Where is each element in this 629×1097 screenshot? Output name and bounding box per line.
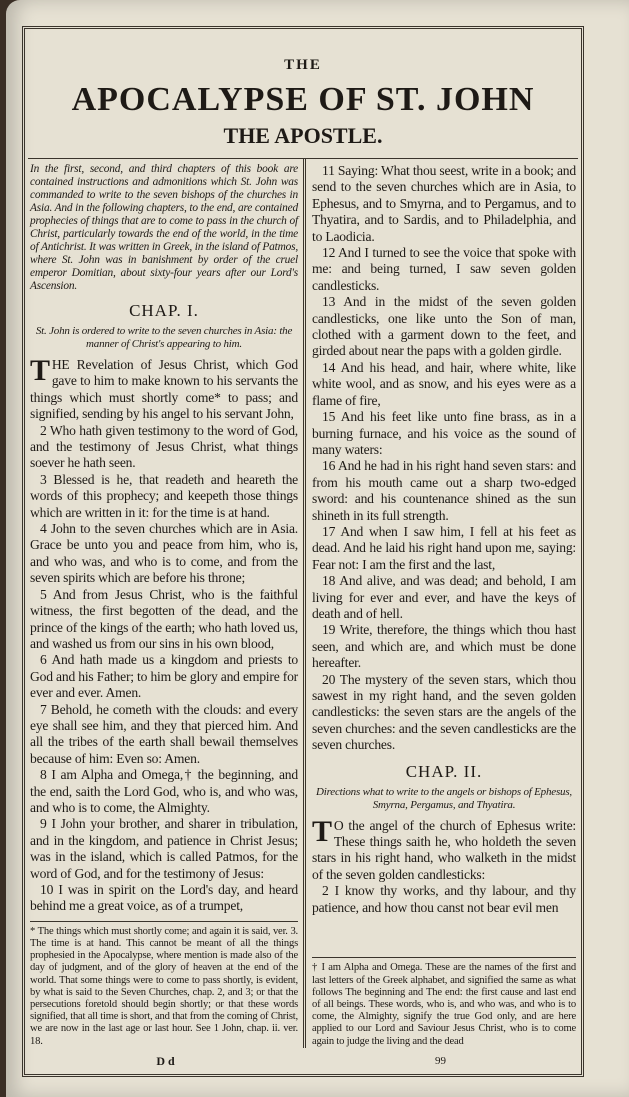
title-the: THE: [284, 57, 322, 73]
drop-cap: T: [30, 354, 50, 387]
verse: 18 And alive, and was dead; and behold, I am living for ever and ever, and have the keys of death and of hell.: [312, 573, 576, 621]
verse: 15 And his feet like unto fine brass, as in a burning furnace, and his voice as the sound of many waters:: [312, 409, 576, 457]
verse: 12 And I turned to see the voice that spoke with me: and being turned, I saw seven golden candlesticks.: [312, 245, 576, 293]
right-column: [303, 159, 578, 1048]
verse: 14 And his head, and hair, where white, like white wool, and as snow, and his eyes were as a flame of fire,: [312, 359, 576, 408]
verse: 19 Write, therefore, the things which thou hast seen, and which are, and which must be done hereafter.: [312, 622, 576, 671]
verse: 3 Blessed is he, that readeth and heareth the words of this prophecy; and keepeth those things which are written in it: for the time is at hand.: [30, 471, 298, 520]
page-subtitle: THE APOSTLE.: [223, 123, 383, 148]
verse: 5 And from Jesus Christ, who is the faithful witness, the first begotten of the dead, and the prince of the kings of the earth; who hath loved us, and washed us from our sins in his own blood,: [30, 586, 298, 651]
verse: 13 And in the midst of the seven golden candlesticks, one like unto the Son of man, clothed with a garment down to the feet, and girded about near the paps with a golden girdle.: [312, 294, 576, 359]
book-introduction: In the first, second, and third chapters of this book are contained instructions and admonitions which St. John was commanded to write to the seven bishops of the churches in Asia. And in the following chapters, to the end, are contained prophecies of things that are to come to pass in the church of Christ, particularly towards the end of the world, in the time of Antichrist. It was written in Greek, in the island of Patmos, where St. John was in banishment by order of the cruel emperor Domitian, about sixty-four years after our Lord's Ascension.: [30, 163, 298, 292]
verse: 20 The mystery of the seven stars, which thou sawest in my right hand, and the seven golden candlesticks: the seven stars are the angels of the seven churches: and the seven candlesticks are the seven churches.: [312, 671, 576, 753]
verse: 9 I John your brother, and sharer in tribulation, and in the kingdom, and patience in Christ Jesus; was in the island, which is called Patmos, for the word of God, and for the testimony of Jesus:: [30, 816, 298, 881]
verse-text: O the angel of the church of Ephesus write: These things saith he, who holdeth the seven stars in his right hand, who walketh in the midst of the seven golden candlesticks:: [312, 817, 576, 882]
left-column: [28, 159, 303, 1048]
verse-text: HE Revelation of Jesus Christ, which God gave to him to make known to his servants the things which must shortly come* to pass; and signified, sending by his angel to his servant John,: [30, 357, 298, 422]
footnote-left: * The things which must shortly come; and again it is said, ver. 3. The time is at hand. This cannot be meant of all the things prophesied in the Apocalypse, where mention is made also of the day of judgment, and of the glory of heaven at the end of the world. That some things were to come to pass shortly, is evident, by what is said to the Seven Churches, chap. 2, and 3; or that the persecutions foretold should begin shortly; or that these words signified, that all time is short, and that from the coming of Christ, we are now in the last age or last hour. See 1 John, chap. ii. ver. 18.: [30, 921, 298, 1048]
verse: 8 I am Alpha and Omega,† the beginning, and the end, saith the Lord God, who is, and who was, and who is to come, the Almighty.: [30, 767, 298, 815]
chapter-heading: CHAP. II.: [405, 761, 483, 781]
printer-signature: D d: [156, 1053, 175, 1068]
verse: 7 Behold, he cometh with the clouds: and every eye shall see him, and they that pierced him. And all the tribes of the earth shall bewail themselves because of him: Even so: Amen.: [30, 701, 298, 766]
chapter-summary: St. John is ordered to write to the seven churches in Asia: the manner of Christ's appearing to him.: [35, 325, 293, 350]
drop-cap: T: [312, 814, 332, 848]
verse: [312, 814, 576, 884]
verse: 17 And when I saw him, I fell at his feet as dead. And he laid his right hand upon me, saying: Fear not: I am the first and the last,: [312, 523, 576, 572]
page-number: 99: [435, 1054, 446, 1067]
chapter-heading: CHAP. I.: [129, 301, 199, 320]
verse: 6 And hath made us a kingdom and priests to God and his Father; to him be glory and empire for ever and ever. Amen.: [30, 652, 298, 701]
verse: 10 I was in spirit on the Lord's day, and heard behind me a great voice, as of a trumpet,: [30, 882, 298, 914]
book-page: [6, 0, 629, 1097]
verse: 4 John to the seven churches which are in Asia. Grace be unto you and peace from him, who is, and who was, and who is to come, and from the seven spirits which are before his throne;: [30, 521, 298, 586]
page-footer: [28, 1048, 578, 1068]
footnote-right: † I am Alpha and Omega. These are the names of the first and last letters of the Greek alphabet, and signified the same as what follows The beginning and The end: the first cause and last end of all beings. These words, who is, and who was, and who is to come, the Almighty, signify the true God only, and are here applied to our Lord and Saviour Jesus Christ, who is to come again to judge the living and the dead: [312, 957, 576, 1047]
columns: [28, 159, 578, 1048]
verse: 2 Who hath given testimony to the word of God, and the testimony of Jesus Christ, what things soever he hath seen.: [30, 422, 298, 471]
page-title: APOCALYPSE OF ST. JOHN: [71, 81, 535, 118]
verse: 2 I know thy works, and thy labour, and thy patience, and how thou canst not bear evil men: [312, 883, 576, 915]
verse: [30, 354, 298, 423]
verse: 11 Saying: What thou seest, write in a book; and send to the seven churches which are in Asia, to Ephesus, and to Smyrna, and to Pergamus, and to Thyatira, and to Sardis, and to Philadelphia, and to Laodicia.: [312, 163, 576, 244]
chapter-summary: Directions what to write to the angels or bishops of Ephesus, Smyrna, Pergamus, and Thyatira.: [316, 785, 572, 811]
verse: 16 And he had in his right hand seven stars: and from his mouth came out a sharp two-edged sword: and his countenance shined as the sun shineth in its full strength.: [312, 458, 576, 523]
page-border: [22, 26, 584, 1077]
